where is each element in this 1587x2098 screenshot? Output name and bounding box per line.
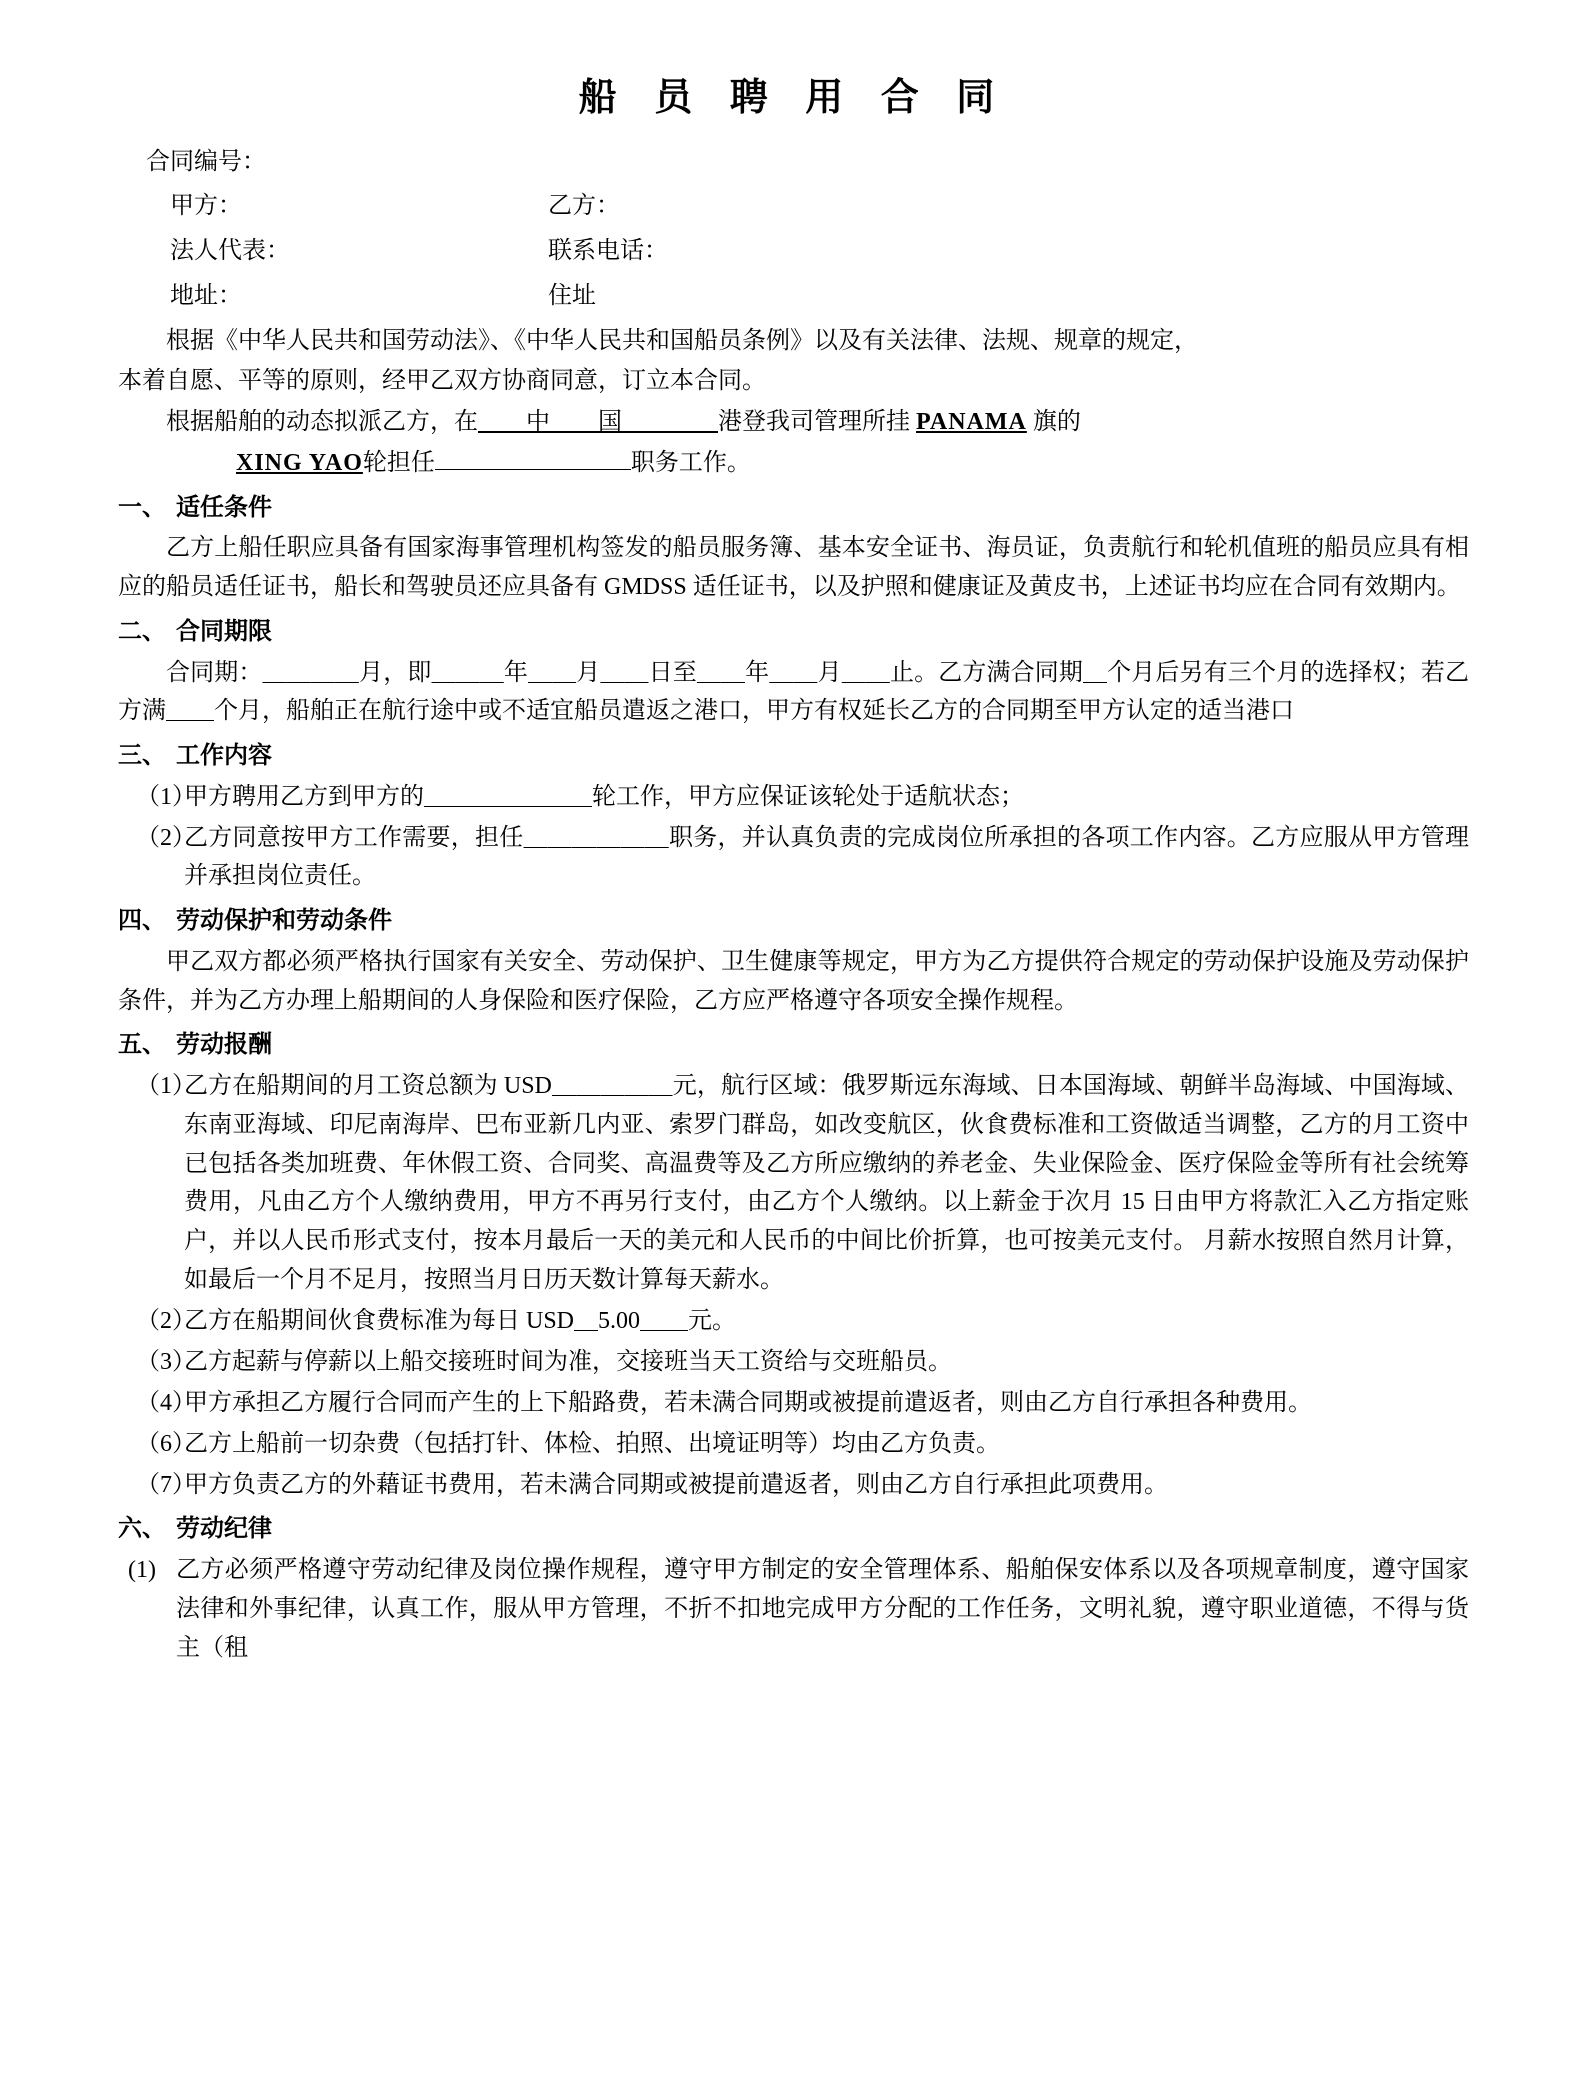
list-item: [118, 1466, 1469, 1505]
port-fill-2: 国: [598, 409, 622, 436]
section-5-number: 五、: [118, 1032, 166, 1059]
section-5-item-6-mark: （6）: [136, 1430, 196, 1457]
section-2-paragraph: 合同期：＿＿＿＿月，即＿＿＿年＿＿月＿＿日至＿＿年＿＿月＿＿止。乙方满合同期＿个月后另有三个月的选择权；若乙方满＿＿个月，船舶正在航行途中或不适宜船员遣返之港口，甲方有权延长乙方的合同期至甲方认定的适当港口: [118, 659, 1469, 725]
section-1-number: 一、: [118, 495, 166, 521]
section-4-title: 劳动保护和劳动条件: [176, 908, 392, 935]
section-4-number: 四、: [118, 908, 166, 935]
section-6-title: 劳动纪律: [176, 1516, 272, 1543]
contact-phone-label: 联系电话：: [548, 237, 668, 264]
section-heading-5: [118, 1026, 1469, 1064]
parties-row-2: [118, 232, 1469, 271]
section-5-item-1-text: 乙方在船期间的月工资总额为 USD＿＿＿＿＿元，航行区域：俄罗斯远东海域、日本国海域、朝鲜半岛海域、中国海域、东南亚海域、印尼南海岸、巴布亚新几内亚、索罗门群岛，如改变航区，伙食费标准和工资做适当调整，乙方的月工资中已包括各类加班费、年休假工资、合同奖、高温费等及乙方所应缴纳的养老金、失业保险金、医疗保险金等所有社会统筹费用，凡由乙方个人缴纳费用，甲方不再另行支付，由乙方个人缴纳。以上薪金于次月 15 日由甲方将款汇入乙方指定账户，并以人民币形式支付，按本月最后一天的美元和人民币的中间比价折算，也可按美元支付。 月薪水按照自然月计算，如最后一个月不足月，按照当月日历天数计算每天薪水。: [184, 1072, 1469, 1294]
vessel-tail-2: 职务工作。: [630, 450, 751, 477]
port-fill-1: 中: [526, 409, 550, 436]
section-5-item-6-text: 乙方上船前一切杂费（包括打针、体检、拍照、出境证明等）均由乙方负责。: [184, 1430, 1000, 1457]
parties-row-1: [118, 187, 1469, 226]
section-5-item-7-mark: （7）: [136, 1471, 196, 1498]
party-a-label: 甲方：: [170, 192, 242, 219]
dispatch-mid: 港登我司管理所挂: [718, 409, 910, 436]
section-5-item-3-text: 乙方起薪与停薪以上船交接班时间为准，交接班当天工资给与交班船员。: [184, 1348, 952, 1375]
dispatch-after-flag: 旗的: [1032, 409, 1081, 436]
section-1-paragraph: 乙方上船任职应具备有国家海事管理机构签发的船员服务簿、基本安全证书、海员证，负责航行和轮机值班的船员应具有相应的船员适任证书，船长和驾驶员还应具备有 GMDSS 适任证书，以及护照和健康证及黄皮书，上述证书均应在合同有效期内。: [118, 535, 1469, 601]
list-item: [118, 1425, 1469, 1464]
preamble-line-1: 根据《中华人民共和国劳动法》、《中华人民共和国船员条例》以及有关法律、法规、规章的规定，: [166, 327, 1198, 354]
section-heading-2: [118, 613, 1469, 651]
section-5-item-4-mark: （4）: [136, 1389, 196, 1416]
vessel-name: XING YAO: [236, 450, 363, 477]
section-heading-6: [118, 1510, 1469, 1548]
address-b-label: 住址: [548, 282, 596, 309]
party-b-label: 乙方：: [548, 192, 620, 219]
section-3-item-1-mark: （1）: [136, 783, 196, 810]
section-5-title: 劳动报酬: [176, 1032, 272, 1059]
section-5-item-7-text: 甲方负责乙方的外藉证书费用，若未满合同期或被提前遣返者，则由乙方自行承担此项费用。: [184, 1471, 1168, 1498]
dispatch-paragraph: [118, 403, 1469, 442]
port-blank-2: ＿＿: [550, 409, 598, 436]
section-5-item-3-mark: （3）: [136, 1348, 196, 1375]
legal-representative-label: 法人代表：: [170, 237, 290, 264]
section-3-item-2-text: 乙方同意按甲方工作需要，担任＿＿＿＿＿＿职务，并认真负责的完成岗位所承担的各项工作内容。乙方应服从甲方管理并承担岗位责任。: [184, 824, 1469, 890]
parties-row-3: [118, 277, 1469, 316]
section-5-item-2-mark: （2）: [136, 1308, 196, 1335]
section-6-item-1-mark: (1): [128, 1556, 156, 1583]
list-item: [118, 1343, 1469, 1382]
section-2-number: 二、: [118, 619, 166, 646]
list-item: [118, 1551, 1469, 1668]
section-6-item-1-text: 乙方必须严格遵守劳动纪律及岗位操作规程，遵守甲方制定的安全管理体系、船舶保安体系以及各项规章制度，遵守国家法律和外事纪律，认真工作，服从甲方管理，不折不扣地完成甲方分配的工作任务，文明礼貌，遵守职业道德，不得与货主（租: [176, 1556, 1469, 1661]
list-item: [118, 778, 1469, 817]
page-title: 船 员 聘 用 合 同: [578, 77, 1009, 119]
section-5-item-1-mark: （1）: [136, 1072, 196, 1099]
list-item: [118, 1384, 1469, 1423]
preamble-line-2: 本着自愿、平等的原则，经甲乙双方协商同意，订立本合同。: [118, 368, 766, 395]
vessel-line: [118, 444, 1469, 483]
port-blank-3: ＿＿＿＿: [622, 409, 718, 436]
vessel-tail-1: 轮担任: [362, 450, 435, 477]
section-6-number: 六、: [118, 1516, 166, 1543]
position-blank: [435, 469, 631, 470]
section-3-number: 三、: [118, 743, 166, 770]
section-3-title: 工作内容: [176, 743, 272, 770]
section-3-item-1-text: 甲方聘用乙方到甲方的＿＿＿＿＿＿＿轮工作，甲方应保证该轮处于适航状态；: [184, 783, 1024, 810]
port-blank-1: ＿＿: [478, 409, 526, 436]
list-item: [118, 1302, 1469, 1341]
list-item: [118, 1067, 1469, 1300]
section-3-item-2-mark: （2）: [136, 824, 196, 851]
list-item: [118, 819, 1469, 897]
section-heading-4: [118, 902, 1469, 940]
address-a-label: 地址：: [170, 282, 242, 309]
section-4-paragraph: 甲乙双方都必须严格执行国家有关安全、劳动保护、卫生健康等规定，甲方为乙方提供符合规定的劳动保护设施及劳动保护条件，并为乙方办理上船期间的人身保险和医疗保险，乙方应严格遵守各项安全操作规程。: [118, 948, 1469, 1014]
section-heading-3: [118, 737, 1469, 775]
dispatch-prefix: 根据船舶的动态拟派乙方，在: [166, 409, 478, 436]
flag-value: PANAMA: [916, 409, 1027, 436]
section-5-item-4-text: 甲方承担乙方履行合同而产生的上下船路费，若未满合同期或被提前遣返者，则由乙方自行承担各种费用。: [184, 1389, 1312, 1416]
section-heading-1: [118, 489, 1469, 527]
section-1-title: 适任条件: [176, 495, 272, 521]
section-5-item-2-text: 乙方在船期间伙食费标准为每日 USD＿5.00＿＿元。: [184, 1308, 737, 1335]
contract-number-label: 合同编号：: [146, 149, 266, 175]
section-2-title: 合同期限: [176, 619, 272, 646]
